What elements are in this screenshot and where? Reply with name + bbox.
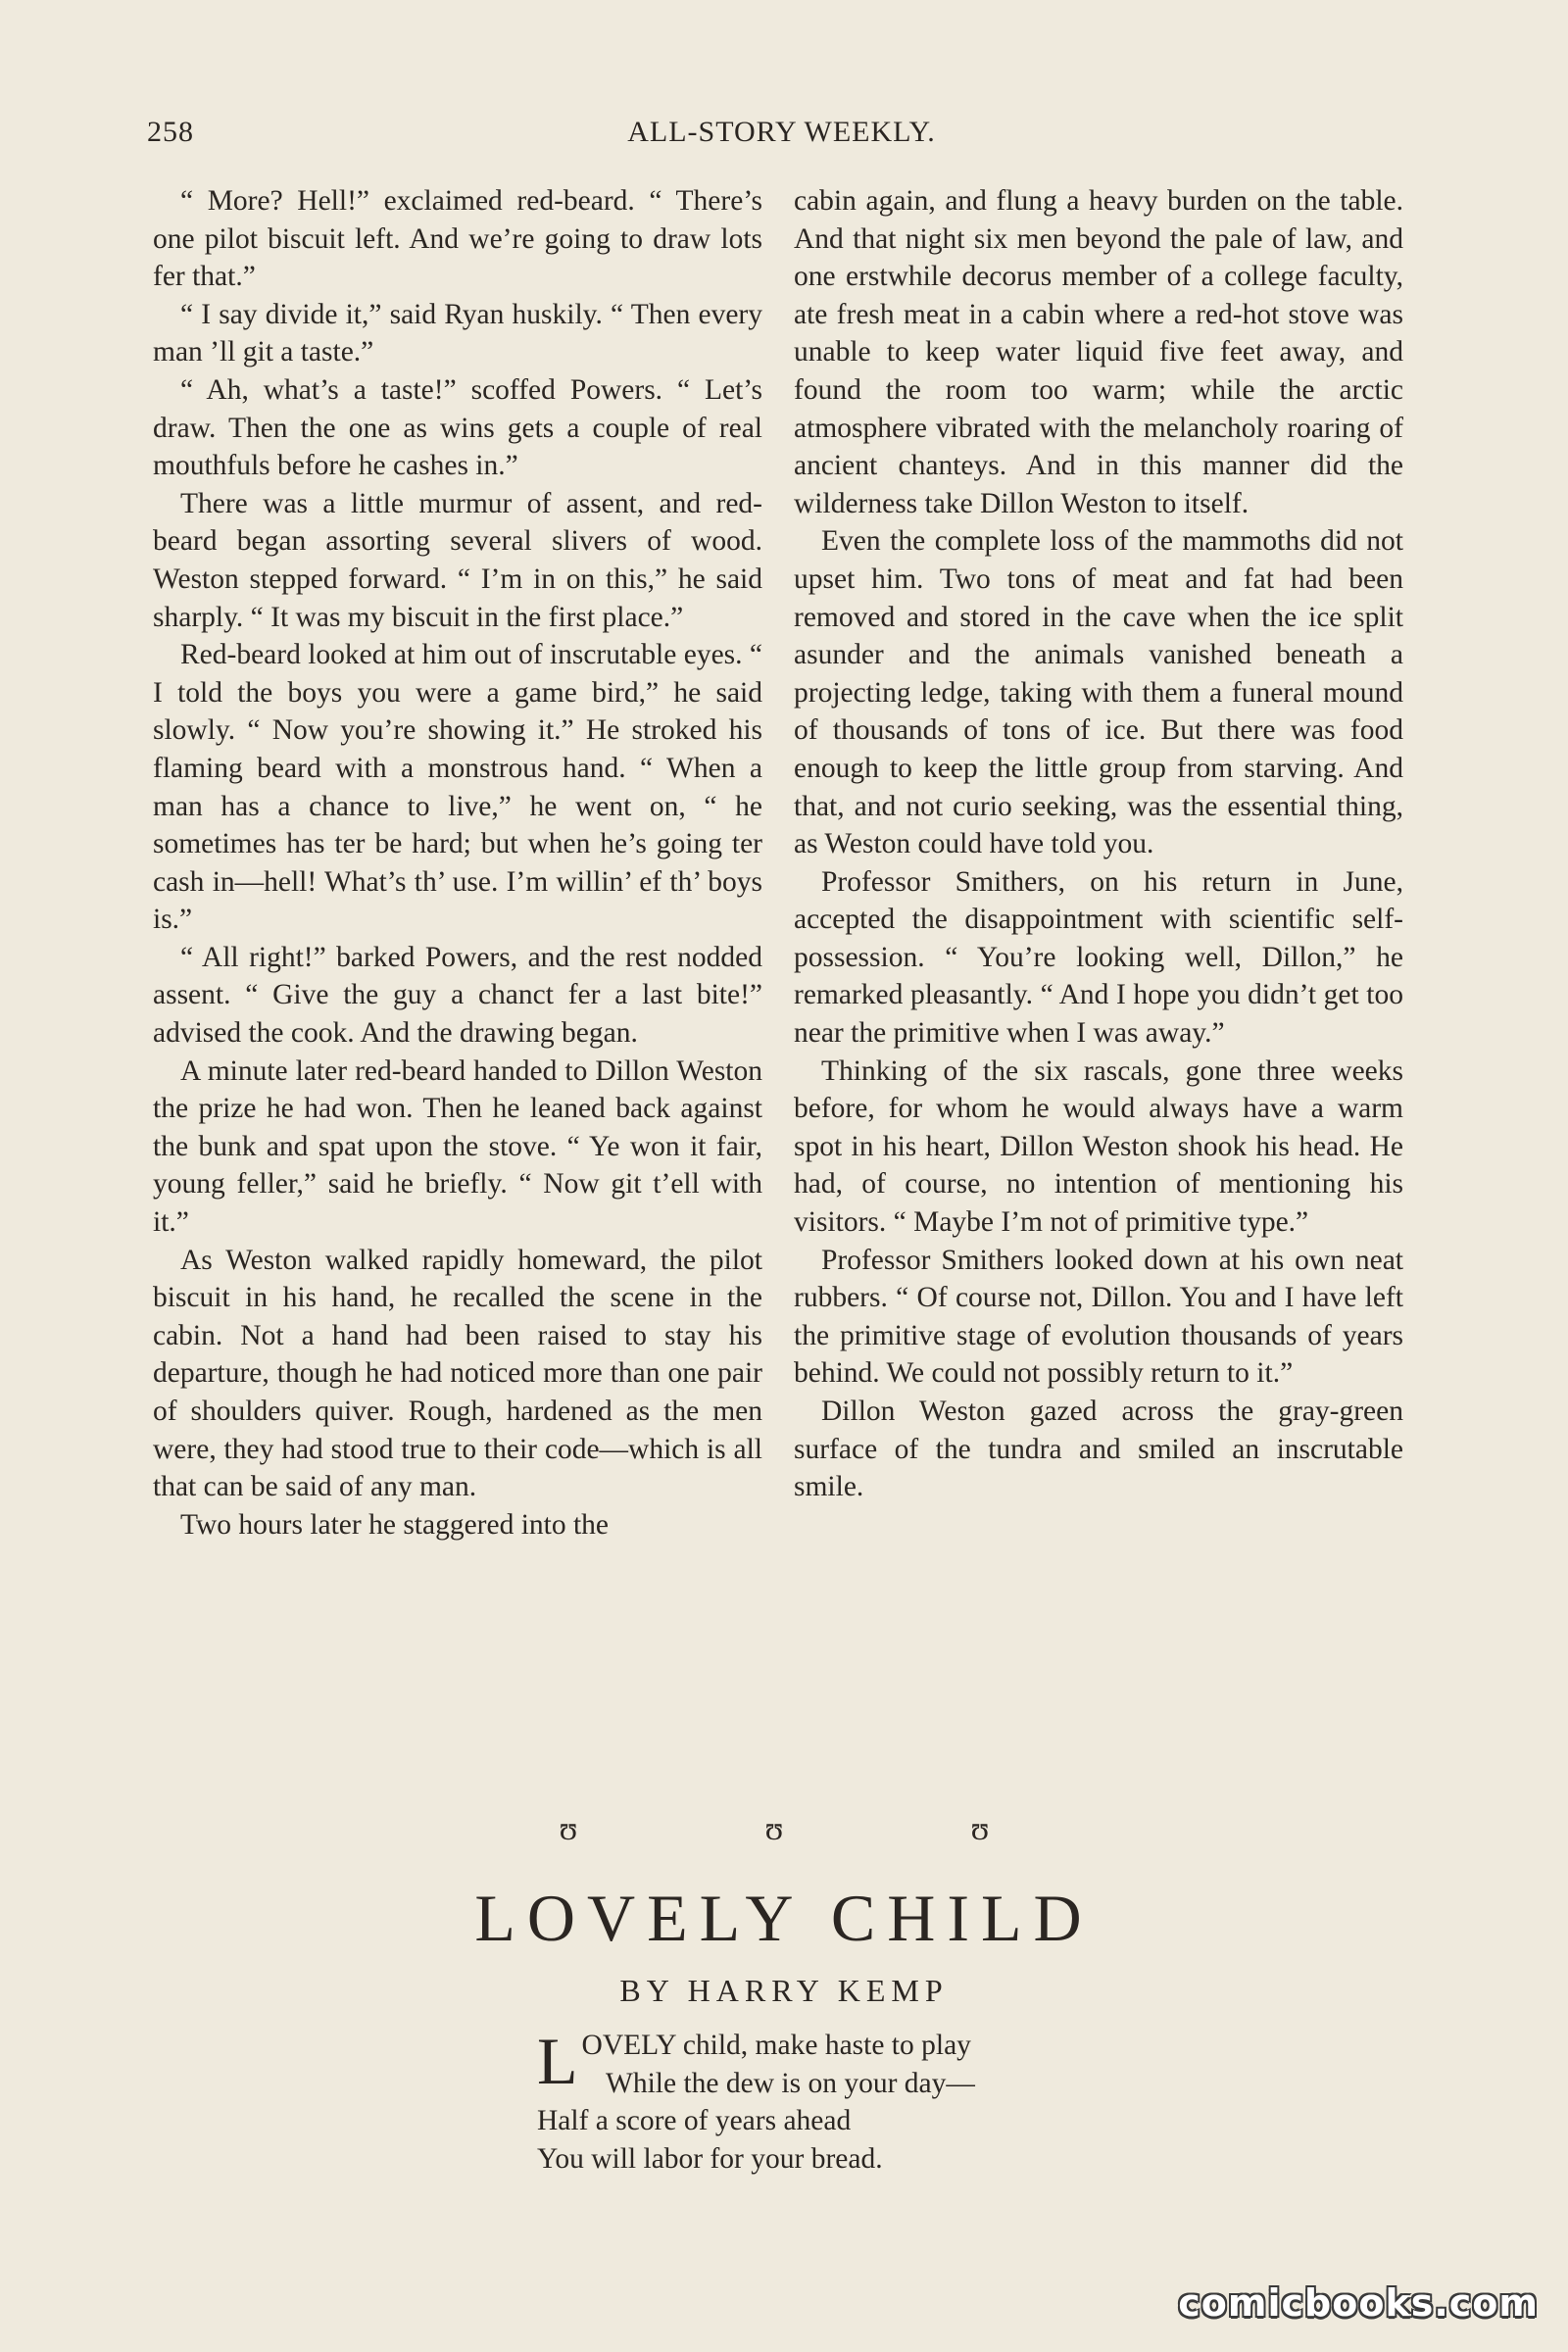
- paragraph: A minute later red-beard handed to Dillon Weston the prize he had won. Then he leaned back against the bunk and spat upon the stove. “ Ye won it fair, young feller,” said he briefly. “ Now git t’ell with it.”: [153, 1054, 762, 1239]
- drop-cap: L: [537, 2024, 578, 2098]
- paragraph: Professor Smithers, on his return in June, accepted the disappointment with scientific self-possession. “ You’re looking well, Dillon,” he remarked pleasantly. “ And I hope you didn’t get too near the primitive when I was away.”: [794, 865, 1403, 1050]
- ornament-icon: ʊ: [970, 1811, 990, 1847]
- paragraph: Dillon Weston gazed across the gray-green surface of the tundra and smiled an inscrutable smile.: [794, 1396, 1403, 1503]
- page-header: [147, 110, 1416, 159]
- paragraph: Red-beard looked at him out of inscrutable eyes. “ I told the boys you were a game bird,” he said slowly. “ Now you’re showing it.” He stroked his flaming beard with a monstrous hand. “ When a man has a chance to live,” he went on, “ he sometimes has ter be hard; but when he’s going ter cash in—hell! What’s th’ use. I’m willin’ ef th’ boys is.”: [153, 639, 762, 936]
- paragraph: Thinking of the six rascals, gone three weeks before, for whom he would always have a warm spot in his heart, Dillon Weston shook his head. He had, of course, no intention of mentioning his visitors. “ Maybe I’m not of primitive type.”: [794, 1054, 1403, 1239]
- paragraph: As Weston walked rapidly homeward, the pilot biscuit in his hand, he recalled the scene in the cabin. Not a hand had been raised to stay his departure, though he had noticed more than one pair of shoulders quiver. Rough, hardened as the men were, they had stood true to their code—which is all that can be said of any man.: [153, 1244, 762, 1503]
- paragraph: There was a little murmur of assent, and red-beard began assorting several slivers of wood. Weston stepped forward. “ I’m in on this,” he said sharply. “ It was my biscuit in the first place.”: [153, 487, 762, 633]
- poem-line: Half a score of years ahead: [537, 2105, 852, 2137]
- paragraph: Two hours later he staggered into the: [180, 1508, 610, 1541]
- left-column: [153, 182, 762, 1544]
- paragraph: Even the complete loss of the mammoths did not upset him. Two tons of meat and fat had been removed and stored in the cave when the ice split asunder and the animals vanished beneath a projecting ledge, taking with them a funeral mound of thousands of tons of ice. But there was food enough to keep the little group from starving. And that, and not curio seeking, was the essential thing, as Weston could have told you.: [794, 525, 1403, 860]
- poem-line: You will labor for your bread.: [537, 2142, 883, 2175]
- paragraph: “ Ah, what’s a taste!” scoffed Powers. “ Let’s draw. Then the one as wins gets a couple of real mouthfuls before he cashes in.”: [153, 373, 762, 482]
- poem-line: OVELY child, make haste to play: [581, 2030, 971, 2061]
- paragraph-continuation: cabin again, and flung a heavy burden on the table. And that night six men beyond the pale of law, and one erstwhile decorus member of a college faculty, ate fresh meat in a cabin where a red-hot stove was unable to keep water liquid five feet away, and found the room too warm; while the arctic atmosphere vibrated with the melancholy roaring of ancient chanteys. And in this manner did the wilderness take Dillon Weston to itself.: [794, 185, 1403, 519]
- ornament-icon: ʊ: [559, 1811, 578, 1847]
- poem-byline: BY HARRY KEMP: [619, 1973, 949, 2008]
- paragraph: Professor Smithers looked down at his own neat rubbers. “ Of course not, Dillon. You and I have left the primitive stage of evolution thousands of years behind. We could not possibly return to it.”: [794, 1244, 1403, 1390]
- section-ornaments: [549, 1811, 1000, 1850]
- ornament-icon: ʊ: [764, 1811, 784, 1847]
- page-number: 258: [147, 116, 194, 148]
- paragraph: “ All right!” barked Powers, and the rest nodded assent. “ Give the guy a chanct fer a last bite!” advised the cook. And the drawing began.: [153, 941, 762, 1050]
- paragraph: “ More? Hell!” exclaimed red-beard. “ There’s one pilot biscuit left. And we’re going to draw lots fer that.”: [153, 185, 762, 293]
- watermark: comicbooks.com: [1178, 2281, 1539, 2325]
- magazine-title: ALL-STORY WEEKLY.: [627, 116, 936, 148]
- poem-title: LOVELY CHILD: [474, 1881, 1094, 1955]
- paragraph: “ I say divide it,” said Ryan huskily. “ Then every man ’ll git a taste.”: [153, 298, 762, 368]
- poem-line: While the dew is on your day—: [606, 2067, 975, 2099]
- poem-body: [537, 2024, 1125, 2178]
- right-column: [794, 182, 1403, 1506]
